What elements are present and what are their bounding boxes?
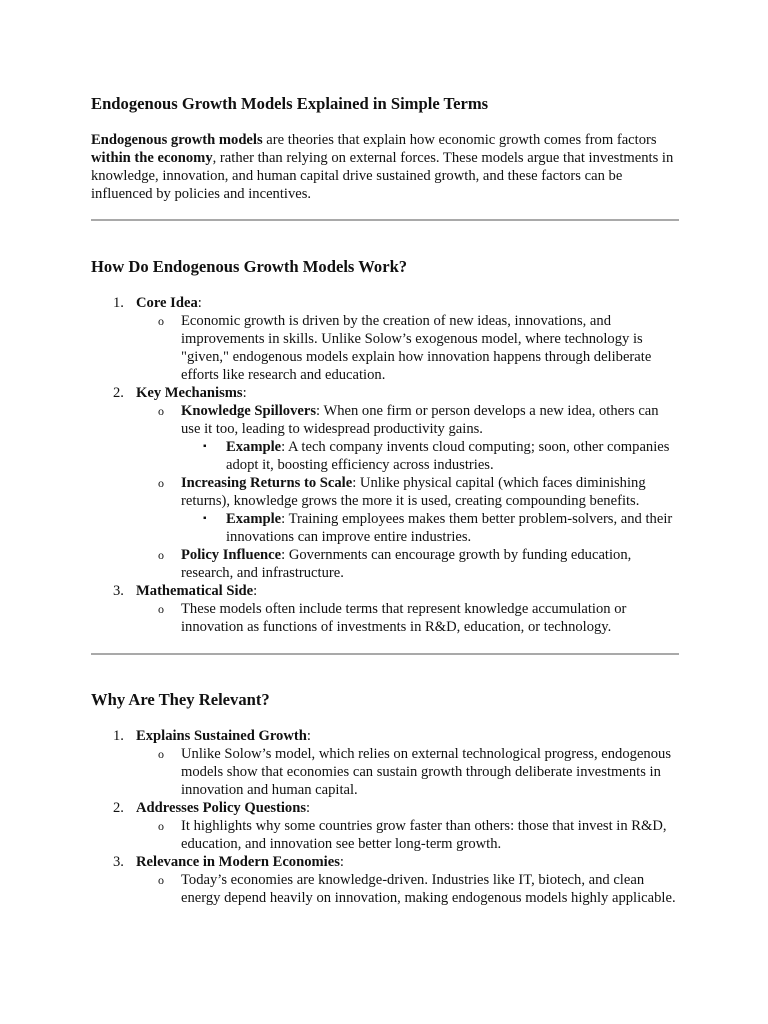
list-item <box>91 727 679 799</box>
sub-item-text: Unlike Solow’s model, which relies on external technological progress, endogenous models show that economies can sustain growth through deliberate investments in innovation and human capital. <box>181 746 671 798</box>
list-item <box>91 384 679 582</box>
item-colon: : <box>197 295 202 311</box>
item-label: Addresses Policy Questions <box>136 800 307 816</box>
item-colon: : <box>242 385 247 401</box>
circle-bullet-icon: o <box>158 819 164 833</box>
how-section <box>91 294 679 636</box>
horizontal-divider <box>91 219 679 221</box>
list-number: 3. <box>113 583 124 599</box>
sub-item-text: Today’s economies are knowledge-driven. Industries like IT, biotech, and clean energy depend heavily on innovation, making endogenous models highly applicable. <box>181 872 676 906</box>
sub-sub-list <box>181 438 679 474</box>
sub-item-label: Knowledge Spillovers <box>181 403 316 419</box>
sub-list <box>136 402 679 582</box>
sub-list-item <box>136 474 679 546</box>
sub-list-item <box>136 745 679 799</box>
sub-item-label: Increasing Returns to Scale <box>181 475 353 491</box>
item-label: Mathematical Side <box>136 583 254 599</box>
intro-bold-term: Endogenous growth models <box>91 132 263 148</box>
item-label: Relevance in Modern Economies <box>136 854 340 870</box>
example-label: Example <box>226 511 282 527</box>
square-bullet-icon: ▪ <box>203 441 207 452</box>
sub-sub-list-item <box>181 510 679 546</box>
sub-item-text: : Governments can encourage growth by funding education, research, and infrastructure. <box>181 547 632 581</box>
sub-list <box>136 817 679 853</box>
how-list <box>91 294 679 636</box>
circle-bullet-icon: o <box>158 314 164 328</box>
intro-text-2: , rather than relying on external forces. These models argue that investments in knowledge, innovation, and human capital drive sustained growth, and these factors can be influenced by policies and incentives. <box>91 150 674 202</box>
circle-bullet-icon: o <box>158 602 164 616</box>
square-bullet-icon: ▪ <box>203 513 207 524</box>
list-number: 1. <box>113 295 124 311</box>
circle-bullet-icon: o <box>158 476 164 490</box>
sub-item-text: : When one firm or person develops a new idea, others can use it too, leading to widespread productivity gains. <box>181 403 659 437</box>
list-item <box>91 294 679 384</box>
sub-item-text: : Unlike physical capital (which faces diminishing returns), knowledge grows the more it is used, creating compounding benefits. <box>181 475 646 509</box>
sub-item-text: Economic growth is driven by the creation of new ideas, innovations, and improvements in skills. Unlike Solow’s exogenous model, where technology is "given," endogenous models explain how innovation happens through deliberate efforts like research and education. <box>181 313 652 383</box>
why-section <box>91 727 679 907</box>
circle-bullet-icon: o <box>158 873 164 887</box>
list-item <box>91 582 679 636</box>
list-number: 2. <box>113 385 124 401</box>
sub-list-item <box>136 871 679 907</box>
item-colon: : <box>306 728 311 744</box>
intro-bold-phrase: within the economy <box>91 150 213 166</box>
item-colon: : <box>339 854 344 870</box>
item-label: Key Mechanisms <box>136 385 243 401</box>
sub-list-item <box>136 546 679 582</box>
document-title: Endogenous Growth Models Explained in Simple Terms <box>91 94 489 113</box>
list-number: 2. <box>113 800 124 816</box>
section-heading-how: How Do Endogenous Growth Models Work? <box>91 257 408 276</box>
example-text: : Training employees makes them better problem-solvers, and their innovations can improve entire industries. <box>226 511 673 545</box>
why-list <box>91 727 679 907</box>
sub-item-text: It highlights why some countries grow faster than others: those that invest in R&D, education, and innovation see better long-term growth. <box>181 818 667 852</box>
sub-list-item <box>136 600 679 636</box>
example-text: : A tech company invents cloud computing; soon, other companies adopt it, boosting efficiency across industries. <box>226 439 670 473</box>
sub-list <box>136 745 679 799</box>
sub-list-item <box>136 402 679 474</box>
item-label: Core Idea <box>136 295 198 311</box>
intro-text-1: are theories that explain how economic growth comes from factors <box>262 132 657 148</box>
sub-list <box>136 312 679 384</box>
circle-bullet-icon: o <box>158 747 164 761</box>
sub-sub-list <box>181 510 679 546</box>
sub-list-item <box>136 817 679 853</box>
section-heading-why: Why Are They Relevant? <box>91 690 270 709</box>
example-label: Example <box>226 439 282 455</box>
list-number: 1. <box>113 728 124 744</box>
circle-bullet-icon: o <box>158 548 164 562</box>
item-colon: : <box>306 800 311 816</box>
list-number: 3. <box>113 854 124 870</box>
sub-item-label: Policy Influence <box>181 547 282 563</box>
circle-bullet-icon: o <box>158 404 164 418</box>
item-label: Explains Sustained Growth <box>136 728 307 744</box>
list-item <box>91 853 679 907</box>
item-colon: : <box>253 583 258 599</box>
list-item <box>91 799 679 853</box>
sub-item-text: These models often include terms that represent knowledge accumulation or innovation as functions of investments in R&D, education, or technology. <box>181 601 627 635</box>
sub-list-item <box>136 312 679 384</box>
sub-list <box>136 871 679 907</box>
horizontal-divider <box>91 653 679 655</box>
sub-list <box>136 600 679 636</box>
intro-paragraph <box>91 131 679 203</box>
sub-sub-list-item <box>181 438 679 474</box>
